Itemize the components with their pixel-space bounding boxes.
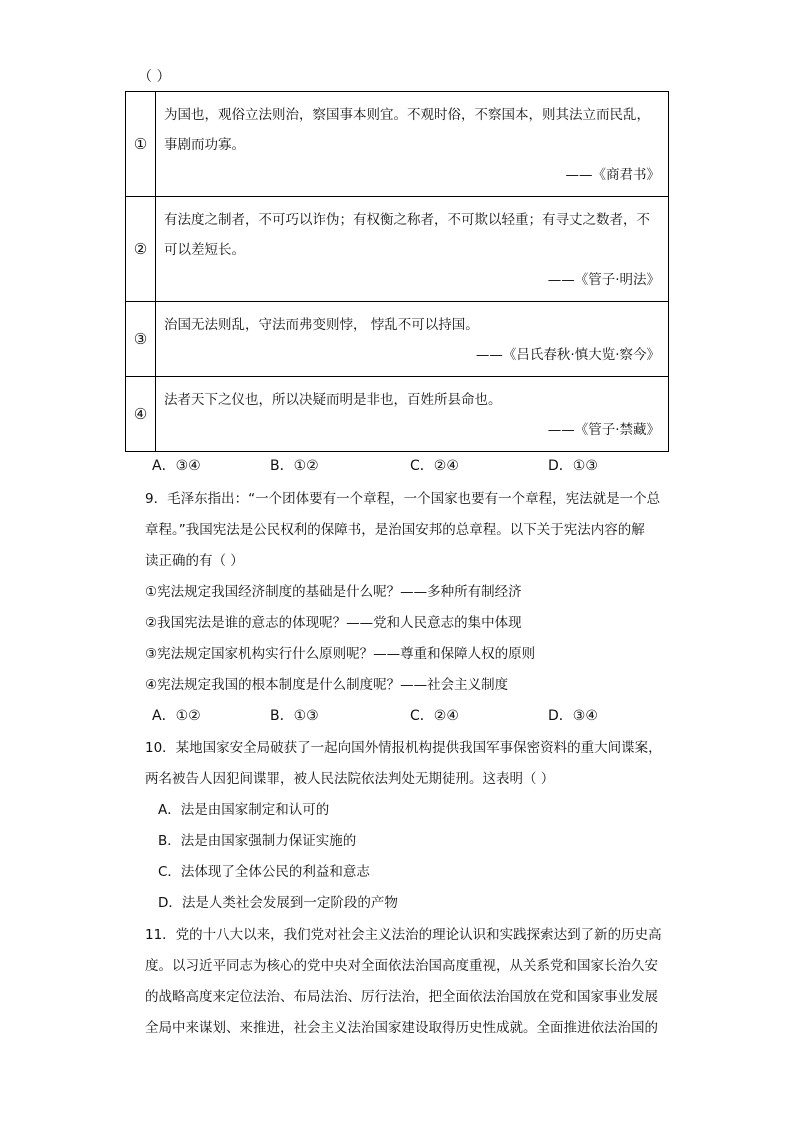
question-10-stem-line: 两名被告人因犯间谍罪，被人民法院依法判处无期徒刑。这表明（ ）: [145, 771, 555, 787]
quote-source: ——《商君书》: [565, 167, 660, 183]
option-a[interactable]: A．③④: [152, 458, 201, 474]
option-d[interactable]: D．③④: [548, 708, 598, 724]
option-b[interactable]: B．①②: [270, 458, 319, 474]
quote-cell: [156, 377, 669, 452]
question-9-item: ①宪法规定我国经济制度的基础是什么呢？——多种所有制经济: [145, 584, 522, 600]
option-c[interactable]: C．法体现了全体公民的利益和意志: [158, 864, 370, 880]
quote-cell: [156, 197, 669, 302]
question-9-stem-line: 读正确的有（ ）: [145, 553, 244, 569]
option-a[interactable]: A．法是由国家制定和认可的: [158, 802, 330, 818]
question-11-stem-line: 度。以习近平同志为核心的党中央对全面依法治国高度重视，从关系党和国家长治久安: [145, 958, 658, 974]
table-row: [126, 377, 669, 452]
quote-source: ——《吕氏春秋·慎大览·察今》: [475, 347, 660, 363]
quote-line: 可以差短长。: [164, 242, 245, 258]
question-10-stem-line: 10．某地国家安全局破获了一起向国外情报机构提供我国军事保密资料的重大间谍案，: [145, 740, 662, 756]
question-11-stem-line: 11．党的十八大以来，我们党对社会主义法治的理论认识和实践探索达到了新的历史高: [145, 927, 662, 943]
table-row: [126, 302, 669, 377]
table-row: [126, 92, 669, 197]
quote-line: 为国也，观俗立法则治，察国事本则宜。不观时俗，不察国本，则其法立而民乱，: [164, 107, 650, 123]
quote-line: 治国无法则乱，守法而弗变则悖， 悖乱不可以持国。: [164, 317, 479, 333]
quote-line: 法者天下之仪也，所以决疑而明是非也，百姓所县命也。: [164, 392, 502, 408]
quote-line: 事剧而功寡。: [164, 137, 245, 153]
row-number: ④: [126, 377, 156, 452]
option-b[interactable]: B．法是由国家强制力保证实施的: [158, 833, 357, 849]
row-number: ③: [126, 302, 156, 377]
table-row: [126, 197, 669, 302]
question-8-options: [0, 455, 794, 477]
question-9-options: [0, 705, 794, 727]
option-b[interactable]: B．①③: [270, 708, 319, 724]
option-d[interactable]: D．法是人类社会发展到一定阶段的产物: [158, 895, 398, 911]
question-9-stem-line: 9．毛泽东指出：“一个团体要有一个章程，一个国家也要有一个章程，宪法就是一个总: [145, 491, 661, 507]
quote-line: 有法度之制者，不可巧以诈伪；有权衡之称者，不可欺以轻重；有寻丈之数者，不: [164, 212, 650, 228]
option-c[interactable]: C．②④: [410, 708, 459, 724]
option-c[interactable]: C．②④: [410, 458, 459, 474]
question-9-item: ④宪法规定我国的根本制度是什么制度呢？——社会主义制度: [145, 677, 509, 693]
question-8-blank: （ ）: [138, 69, 171, 85]
quote-cell: [156, 92, 669, 197]
row-number: ②: [126, 197, 156, 302]
question-11-stem-line: 全局中来谋划、来推进，社会主义法治国家建设取得历史性成就。全面推进依法治国的: [145, 1020, 658, 1036]
quote-source: ——《管子·禁藏》: [547, 422, 660, 438]
row-number: ①: [126, 92, 156, 197]
question-9-stem-line: 章程。”我国宪法是公民权利的保障书，是治国安邦的总章程。以下关于宪法内容的解: [145, 522, 645, 538]
option-d[interactable]: D．①③: [548, 458, 598, 474]
question-11-stem-line: 的战略高度来定位法治、布局法治、厉行法治，把全面依法治国放在党和国家事业发展: [145, 989, 658, 1005]
question-9-item: ②我国宪法是谁的意志的体现呢？——党和人民意志的集中体现: [145, 615, 522, 631]
quotes-table: [125, 91, 669, 452]
quote-cell: [156, 302, 669, 377]
question-9-item: ③宪法规定国家机构实行什么原则呢？——尊重和保障人权的原则: [145, 646, 536, 662]
option-a[interactable]: A．①②: [152, 708, 201, 724]
quote-source: ——《管子·明法》: [547, 272, 660, 288]
